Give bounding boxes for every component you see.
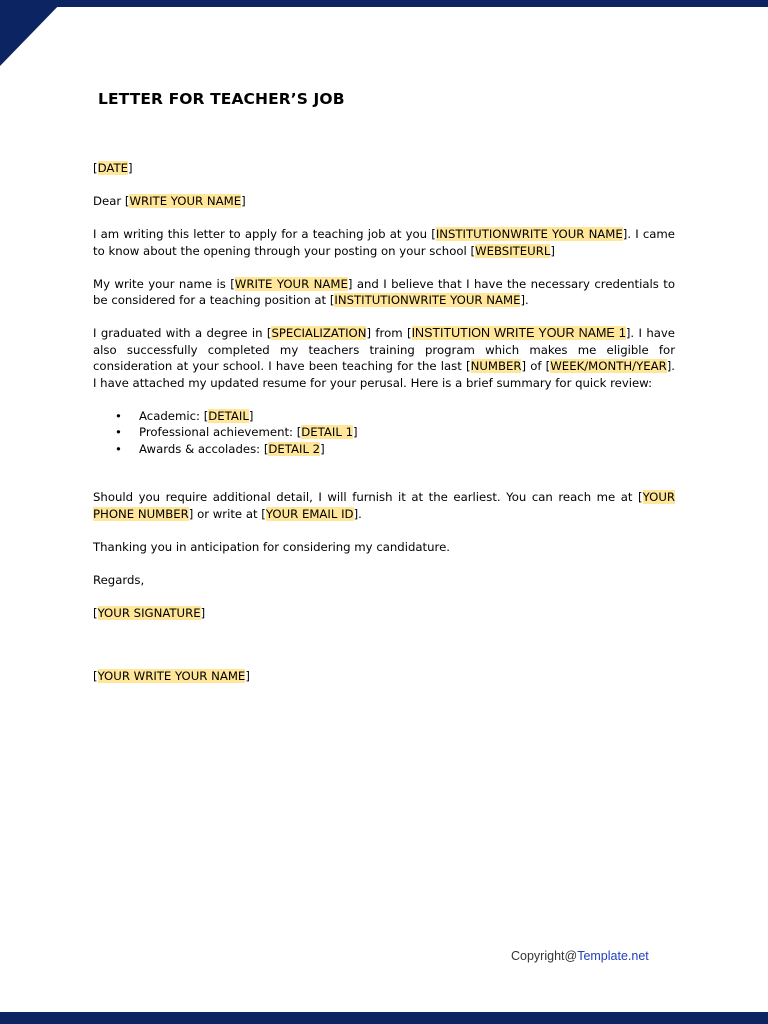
number-placeholder: NUMBER: [470, 359, 522, 373]
date-line: [DATE]: [93, 161, 133, 175]
paragraph-intro: I am writing this letter to apply for a teaching job at you [INSTITUTIONWRITE YOUR NAME]. I came to know about the opening through your posting on your school [WEBSITEURL]: [93, 227, 675, 258]
signer-name-placeholder: YOUR WRITE YOUR NAME: [97, 668, 246, 683]
paragraph-contact: Should you require additional detail, I will furnish it at the earliest. You can reach me at [YOUR PHONE NUMBER] or write at [YOUR EMAIL ID].: [93, 490, 675, 521]
name-placeholder: WRITE YOUR NAME: [234, 276, 348, 291]
list-item: • Academic: [DETAIL]: [115, 408, 254, 423]
signer-name-line: [YOUR WRITE YOUR NAME]: [93, 668, 250, 683]
email-placeholder: YOUR EMAIL ID: [265, 506, 354, 521]
signature-line: [YOUR SIGNATURE]: [93, 605, 206, 620]
institution-placeholder: INSTITUTIONWRITE YOUR NAME: [334, 293, 521, 307]
regards-line: Regards,: [93, 572, 145, 587]
date-placeholder: DATE: [97, 161, 128, 175]
paragraph-credentials: My write your name is [WRITE YOUR NAME] and I believe that I have the necessary credentials to be considered for a teaching position at [INSTITUTIONWRITE YOUR NAME].: [93, 276, 676, 307]
thanks-line: Thanking you in anticipation for considering my candidature.: [93, 539, 450, 554]
salutation-name-placeholder: WRITE YOUR NAME: [129, 194, 242, 208]
period-placeholder: WEEK/MONTH/YEAR: [550, 359, 667, 373]
letter-title: LETTER FOR TEACHER’S JOB: [98, 90, 345, 108]
letter-body: [93, 160, 675, 701]
copyright-notice: Copyright@Template.net: [511, 949, 649, 963]
top-border-bar: [0, 0, 768, 7]
template-site-link[interactable]: Template.net: [577, 949, 649, 963]
detail-placeholder: DETAIL: [208, 408, 249, 423]
bottom-border-bar: [0, 1012, 768, 1024]
salutation: Dear [WRITE YOUR NAME]: [93, 194, 246, 208]
detail-placeholder: DETAIL 2: [268, 441, 321, 456]
bullet-icon: •: [115, 425, 122, 439]
list-item: • Professional achievement: [DETAIL 1]: [115, 425, 358, 439]
institution-placeholder: INSTITUTION WRITE YOUR NAME 1: [411, 326, 626, 340]
detail-placeholder: DETAIL 1: [301, 425, 354, 439]
summary-list: [93, 408, 675, 458]
list-item: • Awards & accolades: [DETAIL 2]: [115, 441, 325, 456]
corner-accent-triangle: [0, 0, 64, 66]
bullet-icon: •: [115, 408, 122, 423]
paragraph-education: I graduated with a degree in [SPECIALIZATION] from [INSTITUTION WRITE YOUR NAME 1]. I have also successfully completed my teachers training program which makes me eligible for consideration at your school. I have been teaching for the last [NUMBER] of [WEEK/MONTH/YEAR]. I have attached my updated resume for your perusal. Here is a brief summary for quick review:: [93, 326, 675, 390]
website-placeholder: WEBSITEURL: [475, 243, 551, 258]
bullet-icon: •: [115, 441, 122, 456]
signature-gap: [93, 638, 675, 668]
specialization-placeholder: SPECIALIZATION: [271, 326, 367, 340]
institution-placeholder: INSTITUTIONWRITE YOUR NAME: [435, 227, 623, 241]
phone-placeholder: YOUR PHONE NUMBER: [93, 490, 675, 521]
signature-placeholder: YOUR SIGNATURE: [97, 605, 201, 620]
